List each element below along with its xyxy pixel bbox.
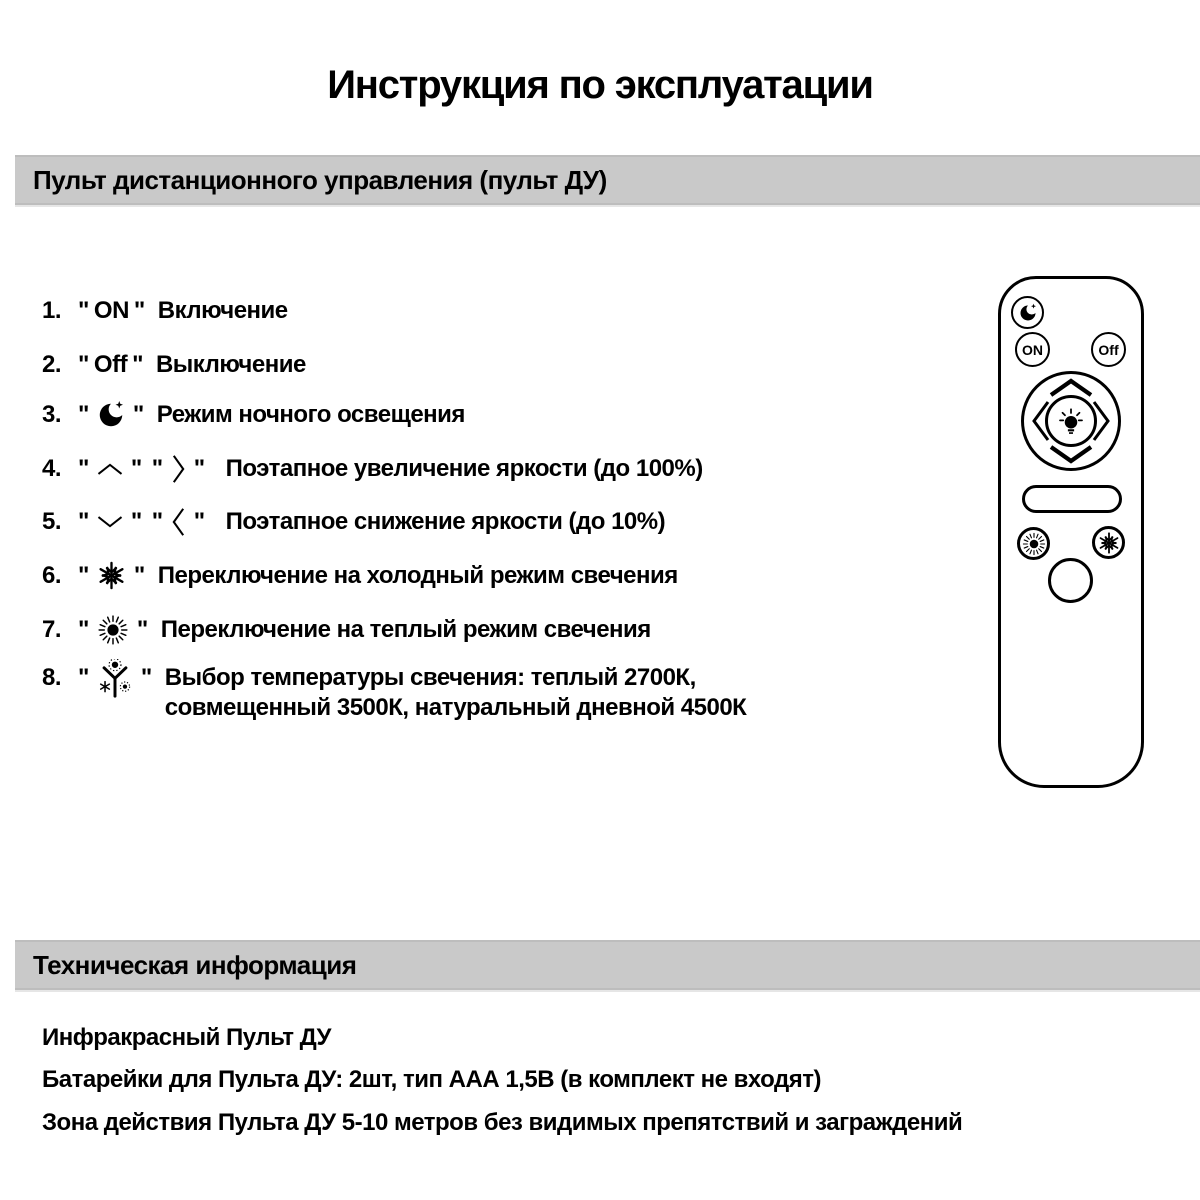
off-token: Off [93, 351, 128, 378]
item-label: Переключение на теплый режим свечения [160, 616, 651, 643]
quote-mark: " [151, 508, 163, 535]
item-label: Режим ночного освещения [156, 401, 465, 428]
quote-mark: " [136, 616, 148, 643]
sun-icon [96, 613, 130, 647]
dpad-ring [1021, 371, 1121, 471]
item-number: 4. [42, 455, 62, 482]
on-button [1015, 332, 1050, 367]
quote-mark: " [78, 616, 89, 643]
moon-star-icon [96, 400, 126, 430]
item-number: 2. [42, 351, 62, 378]
quote-mark: " [78, 455, 89, 482]
item-label: Включение [157, 297, 288, 324]
light-bulb-icon [1056, 406, 1086, 436]
item-label-line1: Выбор температуры свечения: теплый 2700К, [164, 664, 696, 691]
temperature-select-icon [96, 659, 134, 700]
dpad-up-icon [1051, 381, 1091, 395]
quote-mark: " [78, 508, 89, 535]
item-label-line2: совмещенный 3500К, натуральный дневной 4500К [164, 694, 747, 721]
quote-mark: " [151, 455, 163, 482]
tech-line-ir: Инфракрасный Пульт ДУ [42, 1024, 331, 1051]
quote-mark: " [78, 401, 89, 428]
item-number: 8. [42, 664, 62, 691]
item-number: 1. [42, 297, 62, 324]
on-token: ON [93, 297, 129, 324]
section-header-tech-label: Техническая информация [33, 949, 357, 980]
quote-mark: " [140, 664, 152, 691]
quote-mark: " [133, 297, 145, 324]
warm-mode-button [1017, 527, 1050, 560]
item-number: 3. [42, 401, 62, 428]
quote-mark: " [78, 297, 89, 324]
section-header-remote [15, 155, 1200, 205]
item-label: Переключение на холодный режим свечения [157, 561, 678, 589]
quote-mark: " [78, 351, 89, 378]
quote-mark: " [133, 561, 145, 589]
list-item-off [42, 350, 306, 380]
list-item-warm-mode [42, 613, 651, 647]
tech-line-batteries: Батарейки для Пульта ДУ: 2шт, тип ААА 1,5В (в комплект не входят) [42, 1066, 821, 1093]
quote-mark: " [78, 561, 89, 589]
page-title: Инструкция по эксплуатации [327, 63, 873, 107]
list-item-brightness-up [42, 453, 703, 485]
snowflake-icon [96, 560, 127, 591]
chevron-down-icon [96, 513, 124, 531]
snowflake-icon [1097, 531, 1121, 555]
tech-line-range: Зона действия Пульта ДУ 5-10 метров без видимых препятствий и заграждений [42, 1109, 963, 1136]
off-button [1091, 332, 1126, 367]
dpad-down-icon [1051, 447, 1091, 461]
off-button-label: Off [1098, 341, 1119, 358]
quote-mark: " [130, 508, 142, 535]
list-item-on [42, 296, 288, 326]
list-item-night-mode [42, 400, 465, 430]
item-number: 7. [42, 616, 62, 643]
list-item-cold-mode [42, 560, 678, 591]
quote-mark: " [130, 455, 142, 482]
moon-star-icon [1018, 303, 1038, 323]
item-label: Поэтапное снижение яркости (до 10%) [225, 508, 666, 535]
night-mode-button [1011, 296, 1044, 329]
angle-left-icon [170, 506, 187, 538]
quote-mark: " [78, 664, 89, 691]
section-header-tech [15, 940, 1200, 990]
round-button [1048, 558, 1093, 603]
item-number: 6. [42, 561, 62, 589]
item-label: Поэтапное увеличение яркости (до 100%) [225, 455, 703, 482]
angle-right-icon [170, 453, 187, 485]
light-button [1045, 395, 1097, 447]
cold-mode-button [1092, 526, 1125, 559]
quote-mark: " [193, 455, 205, 482]
item-number: 5. [42, 508, 62, 535]
chevron-up-icon [96, 460, 124, 478]
pill-button [1022, 485, 1122, 513]
quote-mark: " [132, 401, 144, 428]
sun-icon [1021, 531, 1047, 557]
item-label [165, 663, 925, 723]
on-button-label: ON [1022, 341, 1043, 358]
quote-mark: " [193, 508, 205, 535]
quote-mark: " [132, 351, 143, 378]
list-item-temperature-select [42, 663, 925, 723]
section-header-remote-label: Пульт дистанционного управления (пульт ДУ) [33, 164, 607, 195]
remote-control-diagram [998, 276, 1144, 788]
list-item-brightness-down [42, 506, 665, 538]
item-label: Выключение [155, 351, 306, 378]
